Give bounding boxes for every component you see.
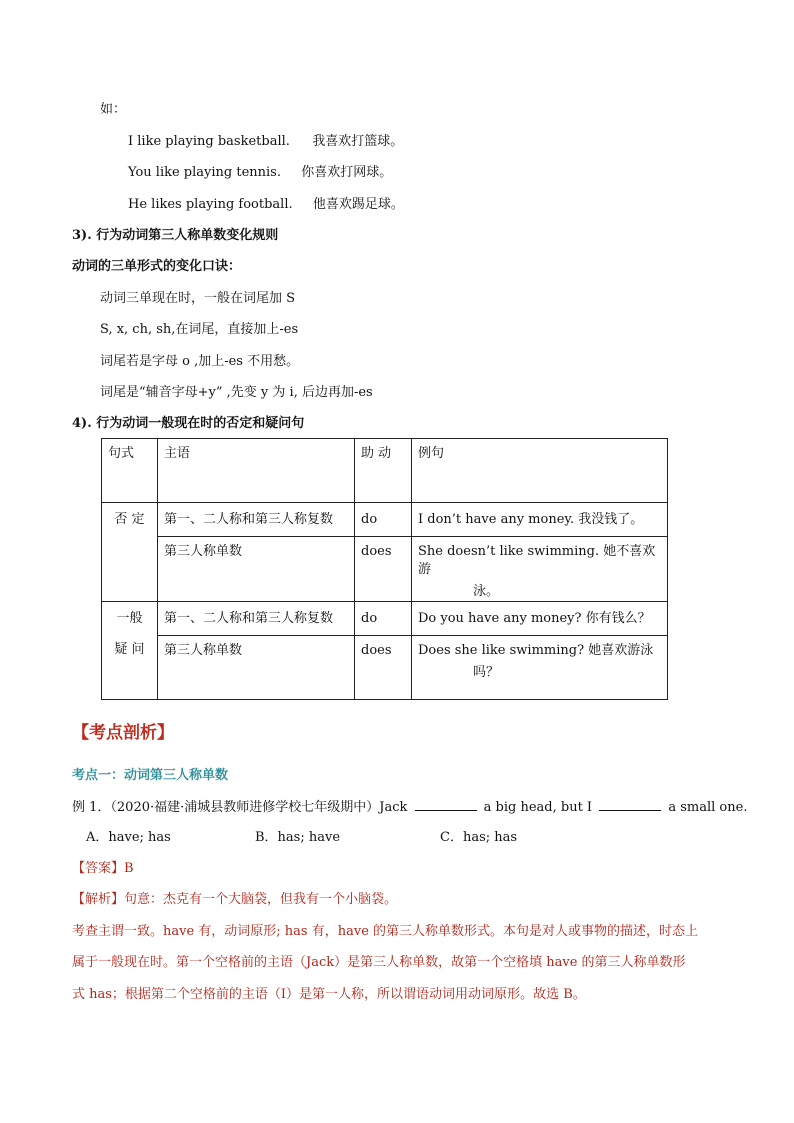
question-line [72, 798, 747, 817]
example-en: I like playing basketball. [128, 134, 290, 149]
rule-line-1: 动词三单现在时，一般在词尾加 S [100, 291, 296, 306]
option-a: A．have; has [86, 830, 171, 845]
subject-cell: 第三人称单数 [158, 537, 355, 602]
rule-line-4: 词尾是“辅音字母+y” ,先变 y 为 i, 后边再加-es [100, 385, 373, 400]
table-row [102, 537, 668, 602]
examples-intro: 如： [100, 102, 127, 117]
explain-line-first [72, 891, 397, 909]
answer-blank-1 [415, 798, 477, 811]
explain-line: 考查主谓一致。have 有，动词原形; has 有，have 的第三人称单数形式。本句是对人或事物的描述，时态上 [72, 924, 699, 939]
table-row [102, 636, 668, 700]
question-mid: a big head, but I [483, 800, 593, 815]
example-line-3 [128, 196, 404, 214]
rule-line-3: 词尾若是字母 o ,加上-es 不用愁。 [100, 354, 300, 369]
example-en: You like playing tennis. [128, 165, 281, 180]
example-text-cont: 泳。 [473, 584, 500, 599]
example-line-2 [128, 164, 392, 182]
grammar-table [101, 438, 668, 700]
table-row [102, 503, 668, 537]
answer-label: 【答案】 [72, 861, 125, 876]
subject-cell: 第一、二人称和第三人称复数 [158, 503, 355, 537]
example-text: She doesn’t like swimming. 她不喜欢游 [418, 544, 656, 577]
aux-cell: do [355, 602, 412, 636]
section-3-heading: 3). 行为动词第三人称单数变化规则 [72, 228, 279, 243]
example-cell [412, 537, 668, 602]
answer-value: B [124, 861, 134, 876]
explain-line: 式 has；根据第二个空格前的主语（I）是第一人称，所以谓语动词用动词原形。故选 B。 [72, 987, 586, 1002]
section-4-heading: 4). 行为动词一般现在时的否定和疑问句 [72, 416, 305, 431]
section-3-subheading: 动词的三单形式的变化口诀： [72, 259, 242, 274]
question-post: a small one. [668, 800, 748, 815]
aux-cell: does [355, 537, 412, 602]
aux-cell: do [355, 503, 412, 537]
example-en: He likes playing football. [128, 197, 293, 212]
type-label-line-1: 一般 [116, 611, 143, 626]
example-zh: 他喜欢踢足球。 [312, 197, 404, 212]
explain-text: 句意：杰克有一个大脑袋，但我有一个小脑袋。 [124, 892, 398, 907]
subject-cell: 第三人称单数 [158, 636, 355, 700]
example-text-cont: 吗？ [473, 665, 500, 680]
subject-cell: 第一、二人称和第三人称复数 [158, 602, 355, 636]
example-zh: 你喜欢打网球。 [301, 165, 393, 180]
example-line-1 [128, 133, 403, 151]
aux-cell: does [355, 636, 412, 700]
rule-line-2: S, x, ch, sh,在词尾，直接加上-es [100, 322, 299, 337]
explain-label: 【解析】 [72, 892, 125, 907]
explain-line: 属于一般现在时。第一个空格前的主语（Jack）是第三人称单数，故第一个空格填 have 的第三人称单数形 [72, 955, 686, 970]
example-cell [412, 636, 668, 700]
table-header-cell: 助 动 [355, 439, 412, 503]
analysis-title: 【考点剖析】 [72, 723, 174, 743]
example-text: Does she like swimming? 她喜欢游泳 [418, 643, 654, 658]
type-label-line-2: 疑 问 [114, 642, 145, 657]
answer-line [72, 860, 134, 878]
answer-blank-2 [599, 798, 661, 811]
table-header-cell: 例句 [412, 439, 668, 503]
question-pre: 例 1．（2020·福建·浦城县教师进修学校七年级期中）Jack [72, 800, 408, 815]
table-header-cell: 主语 [158, 439, 355, 503]
option-c: C．has; has [440, 830, 518, 845]
table-header-cell: 句式 [102, 439, 158, 503]
example-zh: 我喜欢打篮球。 [312, 134, 404, 149]
table-header-row [102, 439, 668, 503]
sentence-type-cell [102, 602, 158, 700]
point-title: 考点一：动词第三人称单数 [72, 768, 229, 783]
sentence-type-cell: 否 定 [102, 503, 158, 602]
example-cell: I don’t have any money. 我没钱了。 [412, 503, 668, 537]
example-cell: Do you have any money? 你有钱么？ [412, 602, 668, 636]
option-b: B．has; have [255, 830, 341, 845]
table-row [102, 602, 668, 636]
